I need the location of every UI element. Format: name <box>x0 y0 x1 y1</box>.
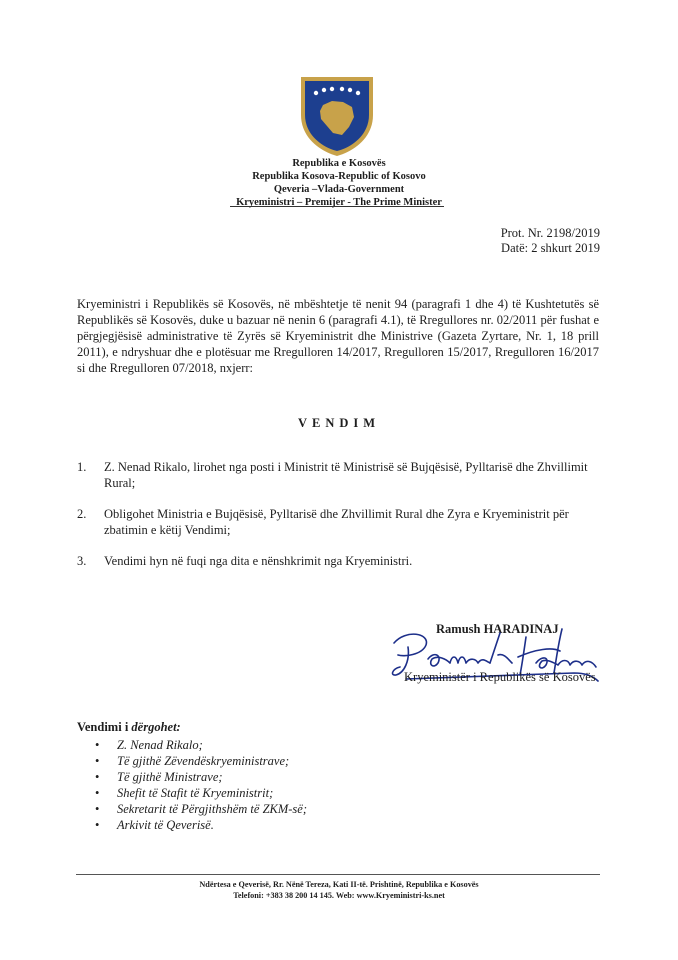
decision-title: VENDIM <box>297 416 381 430</box>
header-divider <box>230 206 444 207</box>
decision-number: 2. <box>77 507 87 521</box>
header-government: Qeveria –Vlada-Government <box>273 184 405 195</box>
header-country: Republika e Kosovës <box>292 158 386 169</box>
decision-text: Obligohet Ministria e Bujqësisë, Pylltarisë dhe Zhvillimit Rural dhe Zyra e Kryeministrit për zbatimin e këtij Vendimi; <box>104 507 569 537</box>
signatory-name: Ramush HARADINAJ <box>436 622 559 636</box>
decision-text: Z. Nenad Rikalo, lirohet nga posti i Ministrit të Ministrisë së Bujqësisë, Pylltarisë dhe Zhvillimit Rural; <box>104 460 588 490</box>
signature-name-text: Ramush Haradinaj <box>386 625 394 626</box>
preamble-paragraph: Kryeministri i Republikës së Kosovës, në mbështetje të nenit 94 (paragrafi 1 dhe 4) të Kushtetutës së Republikës së Kosovës, duke u bazuar në nenin 6 (paragrafi 4.1), të Rregullores nr. 02/2011 për fushat e përgjegjësisë administrative të Zyrës së Kryeministrit dhe Ministrive (Gazeta Zyrtare, Nr. 1, 18 prill 2011), e ndryshuar dhe e plotësuar me Rregulloren 14/2017, Rregulloren 15/2017, Rregulloren 16/2017 si dhe Rregulloren 07/2018, nxjerr: <box>77 297 599 375</box>
decision-number: 3. <box>77 554 87 568</box>
header-office: Kryeministri – Premijer - The Prime Minister <box>236 197 442 208</box>
list-item: • Z. Nenad Rikalo; <box>95 737 307 753</box>
recipients-heading-prefix: Vendimi i <box>77 720 129 734</box>
signatory-title: Kryeministër i Republikës së Kosovës <box>404 670 596 684</box>
decision-number: 1. <box>77 460 87 474</box>
list-item: • Të gjithë Ministrave; <box>95 769 307 785</box>
decision-text: Vendimi hyn në fuqi nga dita e nënshkrimit nga Kryeministri. <box>104 554 413 568</box>
document-date: Datë: 2 shkurt 2019 <box>501 241 600 255</box>
recipients-list <box>95 737 307 833</box>
footer-divider <box>76 874 600 875</box>
list-item: • Arkivit të Qeverisë. <box>95 817 307 833</box>
footer-address: Ndërtesa e Qeverisë, Rr. Nënë Tereza, Kati II-të. Prishtinë, Republika e Kosovës <box>199 880 479 889</box>
kosovo-coat-of-arms-emblem <box>299 75 375 157</box>
footer-contact: Telefoni: +383 38 200 14 145. Web: www.Kryeministri-ks.net <box>233 891 445 900</box>
recipients-heading-emph: dërgohet: <box>131 720 181 734</box>
list-item: • Sekretarit të Përgjithshëm të ZKM-së; <box>95 801 307 817</box>
reference-block <box>501 226 600 256</box>
header-country-multilingual: Republika Kosova-Republic of Kosovo <box>252 171 426 182</box>
list-item: • Shefit të Stafit të Kryeministrit; <box>95 785 307 801</box>
list-item: • Të gjithë Zëvendëskryeministrave; <box>95 753 307 769</box>
protocol-number: Prot. Nr. 2198/2019 <box>500 226 600 240</box>
recipients-heading <box>77 720 181 735</box>
footer <box>0 879 678 901</box>
letterhead <box>150 157 528 209</box>
